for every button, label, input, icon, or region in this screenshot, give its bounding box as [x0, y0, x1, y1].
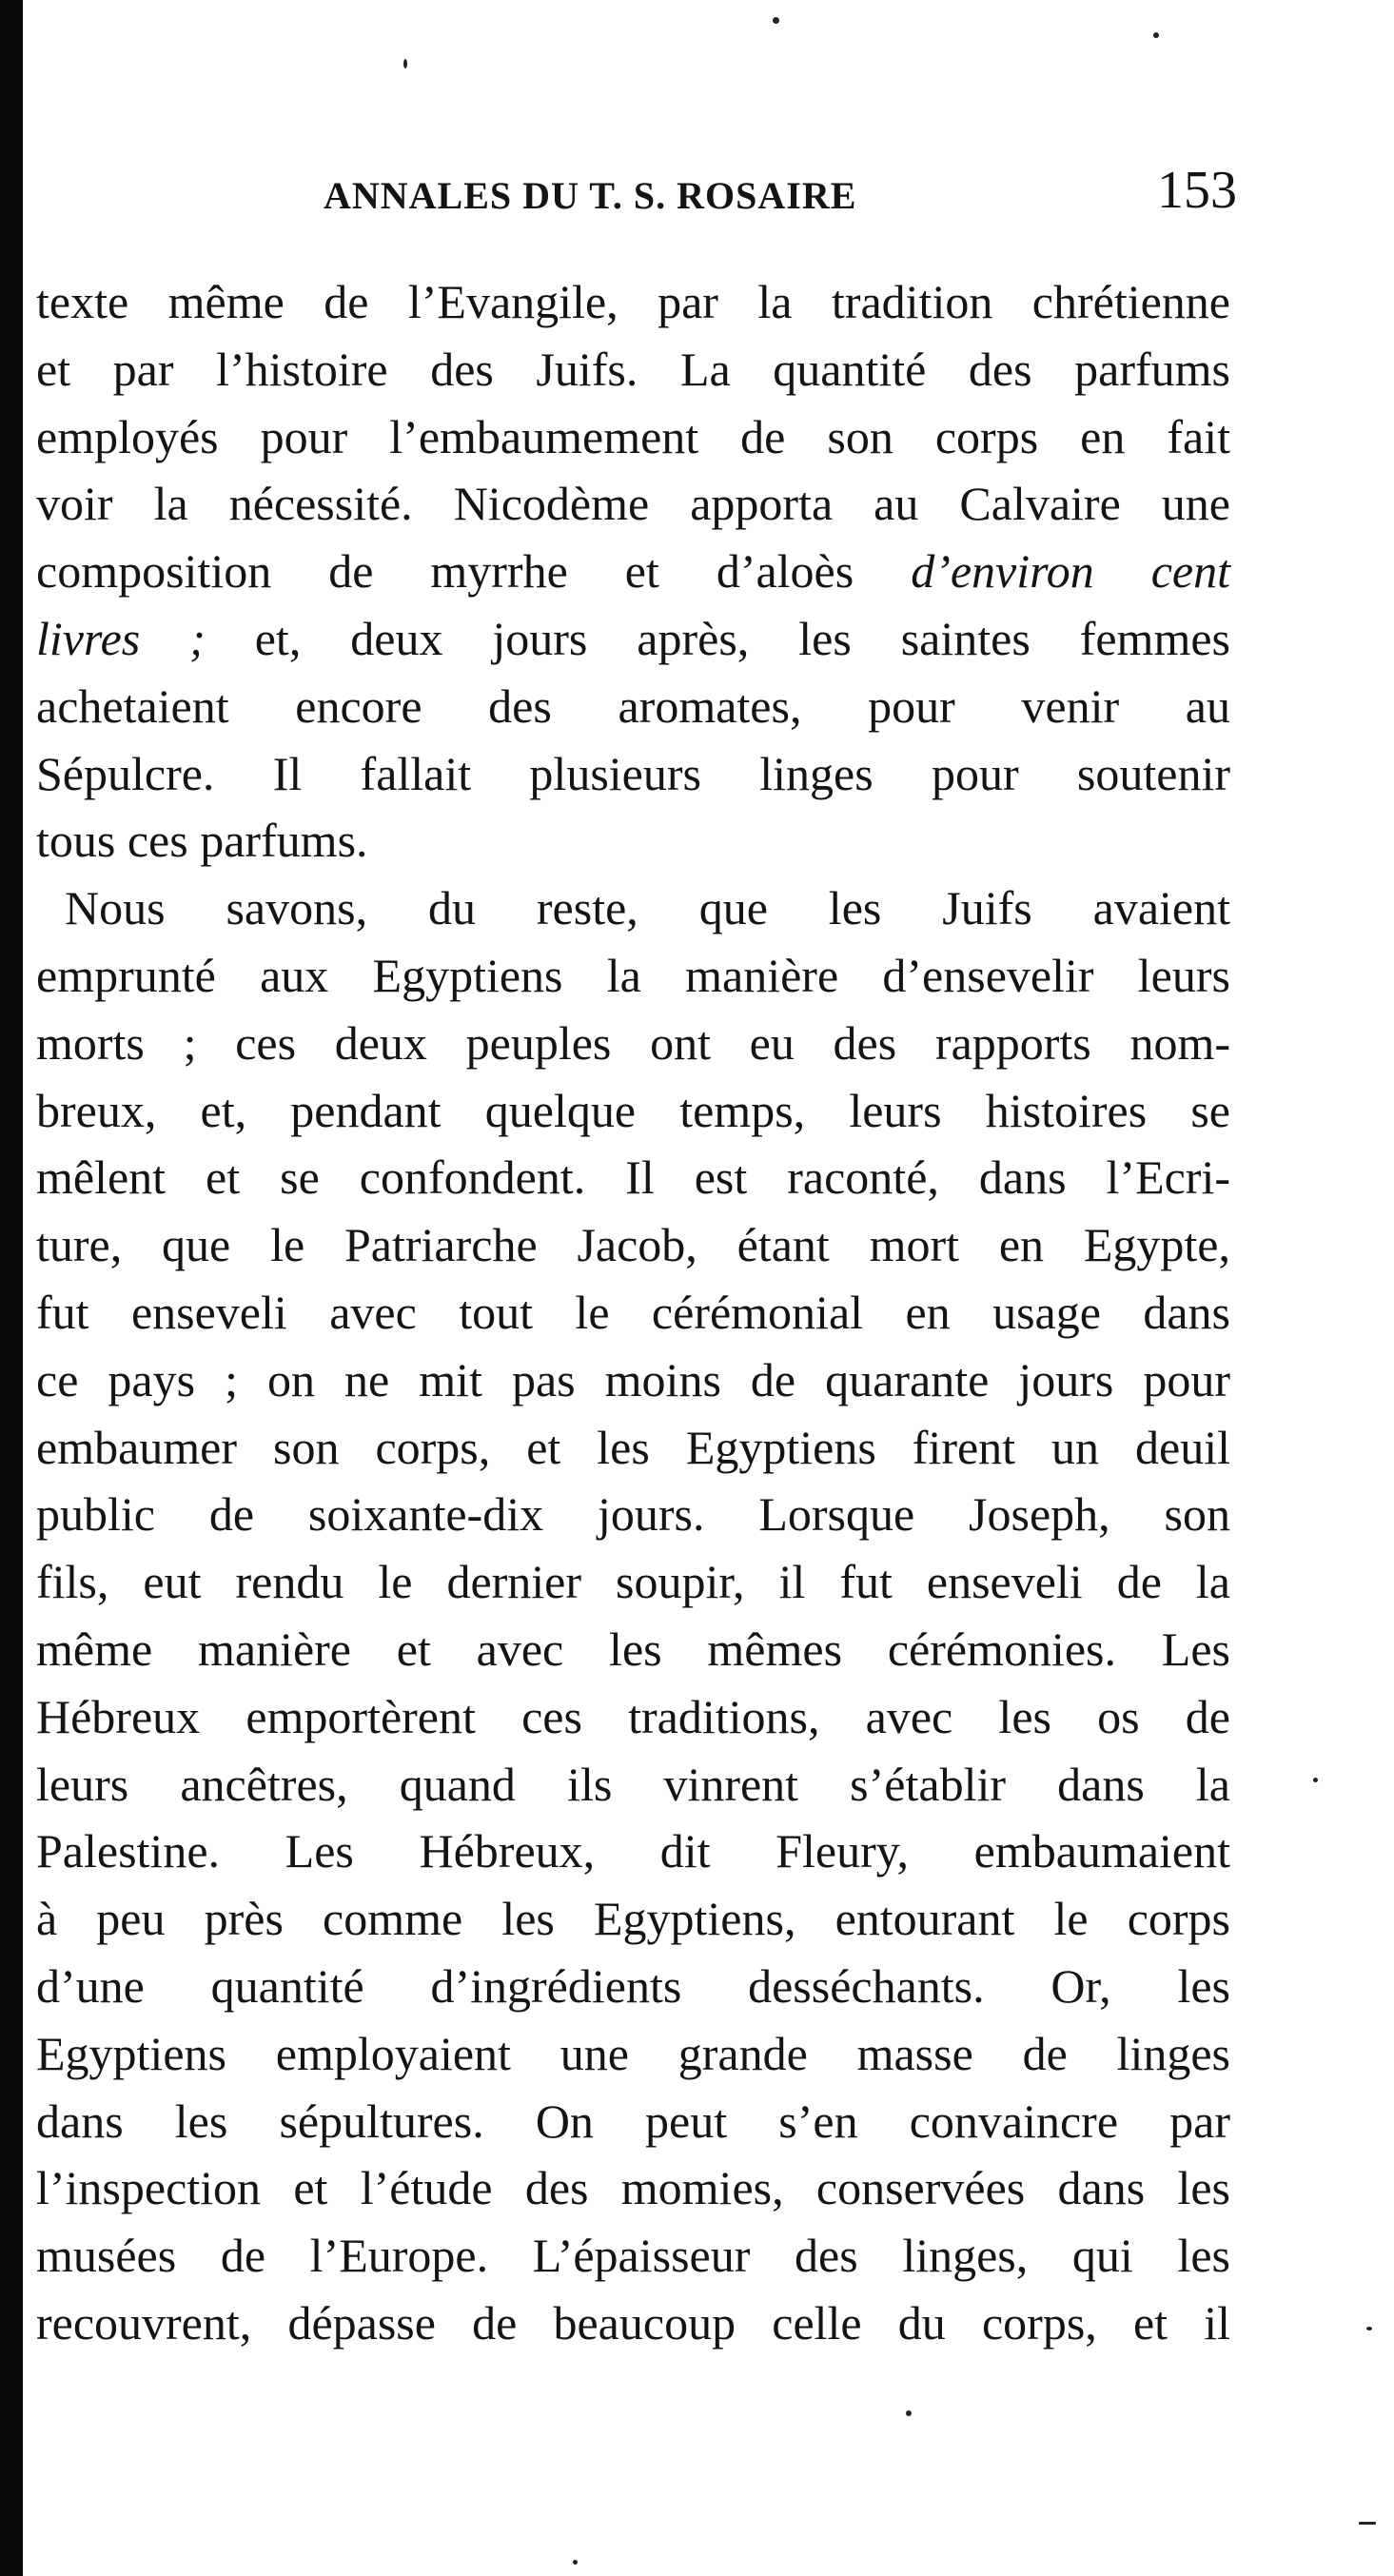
text-line: [36, 605, 1230, 673]
text-segment: musées de l’Europe. L’épaisseur des linges, qui les: [36, 2229, 1230, 2283]
text-segment: dans les sépultures. On peut s’en convaincre par: [36, 2094, 1230, 2148]
text-segment: achetaient encore des aromates, pour venir au: [36, 678, 1230, 733]
text-line: [36, 336, 1230, 403]
scan-speck: [1153, 32, 1159, 38]
text-line: [36, 740, 1230, 808]
text-segment: leurs ancêtres, quand ils vinrent s’établir dans la: [36, 1757, 1230, 1811]
text-line: [36, 1818, 1230, 1885]
text-line: [36, 1616, 1230, 1683]
text-line: [36, 942, 1230, 1010]
text-segment: Egyptiens employaient une grande masse de linges: [36, 2026, 1230, 2080]
scan-speck: [1366, 2327, 1372, 2330]
text-line: [36, 1211, 1230, 1279]
text-segment: Hébreux emportèrent ces traditions, avec les os de: [36, 1689, 1230, 1743]
text-line: [36, 470, 1230, 538]
text-line: [36, 268, 1230, 336]
text-segment: Nous savons, du reste, que les Juifs avaient: [65, 881, 1230, 935]
text-segment: et par l’histoire des Juifs. La quantité des parfums: [36, 342, 1230, 396]
text-segment: recouvrent, dépasse de beaucoup celle du corps, et il: [36, 2295, 1230, 2350]
text-segment: d’une quantité d’ingrédients desséchants. Or, les: [36, 1958, 1230, 2013]
text-line: [36, 2088, 1230, 2155]
text-segment: breux, et, pendant quelque temps, leurs histoires se: [36, 1083, 1230, 1137]
text-segment: employés pour l’embaumement de son corps en fait: [36, 409, 1230, 463]
text-segment: ture, que le Patriarche Jacob, étant mort en Egypte,: [36, 1218, 1230, 1272]
text-line: [36, 1347, 1230, 1414]
text-segment: même manière et avec les mêmes cérémonies. Les: [36, 1622, 1230, 1676]
text-line: [36, 1279, 1230, 1347]
text-segment: Sépulcre. Il fallait plusieurs linges pour soutenir: [36, 746, 1230, 800]
text-segment: ce pays ; on ne mit pas moins de quarante jours pour: [36, 1352, 1230, 1406]
scan-speck: [1359, 2522, 1376, 2525]
text-line: [36, 2290, 1230, 2357]
text-line: [36, 1751, 1230, 1819]
text-segment: Palestine. Les Hébreux, dit Fleury, embaumaient: [36, 1824, 1230, 1878]
text-line: [36, 1010, 1230, 1077]
text-segment: embaumer son corps, et les Egyptiens firent un deuil: [36, 1420, 1230, 1474]
text-line: [36, 2222, 1230, 2290]
text-segment: texte même de l’Evangile, par la tradition chrétienne: [36, 275, 1230, 328]
text-segment: tous ces parfums.: [36, 814, 368, 868]
binding-edge-shadow: [0, 0, 23, 2576]
text-segment: et, deux jours après, les saintes femmes: [205, 611, 1230, 665]
scan-speck: [403, 59, 407, 69]
page-number: 153: [1157, 161, 1237, 220]
text-segment: morts ; ces deux peuples ont eu des rapports nom-: [36, 1015, 1230, 1070]
italic-text: d’environ cent: [911, 544, 1230, 599]
text-line: [36, 1144, 1230, 1211]
text-line: [36, 2020, 1230, 2088]
text-segment: voir la nécessité. Nicodème apporta au Calvaire une: [36, 477, 1230, 531]
scan-speck: [573, 2560, 578, 2565]
text-segment: mêlent et se confondent. Il est raconté, dans l’Ecri-: [36, 1150, 1230, 1205]
text-line: [36, 1481, 1230, 1548]
scan-speck: [906, 2410, 912, 2416]
text-line: [36, 1683, 1230, 1751]
text-line: [36, 403, 1230, 471]
text-segment: composition de myrrhe et d’aloès: [36, 544, 912, 599]
text-segment: fut enseveli avec tout le cérémonial en usage dans: [36, 1285, 1230, 1339]
text-line: [36, 1548, 1230, 1616]
text-line: [36, 1885, 1230, 1953]
text-line: [36, 1414, 1230, 1482]
text-line: [36, 875, 1230, 942]
text-line: [36, 1077, 1230, 1145]
text-segment: public de soixante-dix jours. Lorsque Joseph, son: [36, 1487, 1230, 1542]
text-line: [36, 807, 1230, 875]
text-line: [36, 1953, 1230, 2020]
text-line: [36, 2154, 1230, 2222]
scan-speck: [1313, 1778, 1318, 1782]
text-segment: emprunté aux Egyptiens la manière d’ensevelir leurs: [36, 948, 1230, 1002]
body-text: [36, 268, 1230, 2357]
scan-speck: [773, 17, 779, 24]
text-line: [36, 673, 1230, 740]
text-segment: fils, eut rendu le dernier soupir, il fut enseveli de la: [36, 1555, 1230, 1609]
text-line: [36, 538, 1230, 605]
text-segment: l’inspection et l’étude des momies, conservées dans les: [36, 2161, 1230, 2215]
italic-text: livres ;: [36, 611, 206, 665]
running-title: ANNALES DU T. S. ROSAIRE: [324, 174, 857, 217]
text-segment: à peu près comme les Egyptiens, entourant le corps: [36, 1892, 1230, 1946]
running-head: [324, 160, 1237, 226]
